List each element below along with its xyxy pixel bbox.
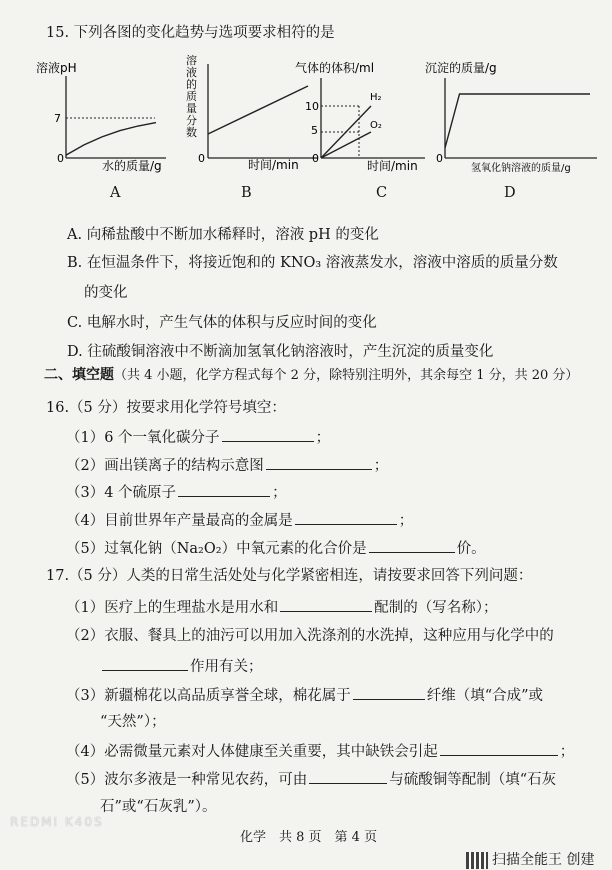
q15-option-c: C. 电解水时，产生气体的体积与反应时间的变化 bbox=[67, 315, 377, 331]
q16-item-4-post: ； bbox=[398, 513, 414, 529]
q16-item-1-post: ； bbox=[315, 430, 331, 446]
q17-item-5-text: （5）波尔多液是一种常见农药，可由 bbox=[66, 772, 308, 788]
q16-item-2-text: （2）画出镁离子的结构示意图 bbox=[66, 458, 264, 474]
q17-item-4 bbox=[66, 741, 574, 762]
q17-blank-4[interactable] bbox=[440, 741, 558, 756]
chart-a-curve bbox=[66, 123, 156, 156]
q17-item-2-post: 作用有关； bbox=[190, 659, 263, 675]
chart-c-ytick-10: 10 bbox=[305, 100, 319, 113]
q17-blank-5[interactable] bbox=[309, 769, 387, 784]
q17-item-1 bbox=[66, 597, 497, 618]
chart-d-ytick-0: 0 bbox=[436, 152, 443, 165]
chart-a-xlabel: 水的质量/g bbox=[102, 159, 162, 173]
q16-item-5 bbox=[66, 538, 486, 559]
q15-option-d: D. 往硫酸铜溶液中不断滴加氢氧化钠溶液时，产生沉淀的质量变化 bbox=[67, 344, 494, 360]
q17-item-1-post: 配制的（写名称）； bbox=[374, 600, 498, 616]
q16-blank-2[interactable] bbox=[266, 455, 372, 470]
q16-blank-4[interactable] bbox=[295, 510, 397, 525]
q16-item-4-text: （4）目前世界年产量最高的金属是 bbox=[66, 513, 293, 529]
q17-item-3-cont: “天然”）； bbox=[100, 714, 166, 730]
scanner-label: 扫描全能王 创建 bbox=[492, 852, 595, 868]
chart-b-ylabel: 溶液的质量分数 bbox=[186, 54, 197, 139]
device-watermark: REDMI K40S bbox=[10, 815, 104, 829]
q16-item-5-text: （5）过氧化钠（Na₂O₂）中氧元素的化合价是 bbox=[66, 541, 367, 557]
q16-item-5-post: 价。 bbox=[456, 541, 486, 557]
q16-blank-1[interactable] bbox=[222, 427, 314, 442]
q17-item-3-post: 纤维（填“合成”或 bbox=[426, 688, 544, 704]
q17-item-3 bbox=[66, 685, 543, 706]
q16-item-2-post: ； bbox=[373, 458, 389, 474]
chart-d-ylabel: 沉淀的质量/g bbox=[425, 61, 497, 75]
q17-item-5-cont: 石”或“石灰乳”）。 bbox=[100, 799, 217, 815]
q16-item-3-post: ； bbox=[272, 485, 287, 501]
chart-c-legend-h2: H₂ bbox=[370, 92, 382, 103]
q17-blank-2[interactable] bbox=[102, 656, 188, 671]
q17-item-4-text: （4）必需微量元素对人体健康至关重要，其中缺铁会引起 bbox=[66, 744, 438, 760]
chart-c-ylabel: 气体的体积/ml bbox=[295, 61, 375, 75]
q17-item-1-text: （1）医疗上的生理盐水是用水和 bbox=[66, 600, 279, 616]
chart-d-xlabel: 氢氧化钠溶液的质量/g bbox=[471, 163, 571, 174]
chart-c-ytick-0: 0 bbox=[312, 152, 319, 165]
q16-stem: 16.（5 分）按要求用化学符号填空： bbox=[46, 400, 286, 416]
q17-item-4-post: ； bbox=[559, 744, 575, 760]
chart-b-line bbox=[208, 86, 308, 134]
q17-stem: 17.（5 分）人类的日常生活处处与化学紧密相连，请按要求回答下列问题： bbox=[46, 568, 533, 584]
chart-d bbox=[425, 58, 610, 178]
q16-item-1-text: （1）6 个一氧化碳分子 bbox=[66, 430, 220, 446]
chart-c-line-o2 bbox=[321, 132, 371, 158]
section2-note: （共 4 小题，化学方程式每个 2 分，除特别注明外，其余每空 1 分，共 20 分） bbox=[114, 368, 579, 383]
chart-a bbox=[30, 58, 170, 173]
q16-item-4 bbox=[66, 510, 413, 531]
chart-c-legend-o2: O₂ bbox=[370, 120, 382, 131]
qr-code-icon bbox=[466, 852, 488, 869]
q16-blank-5[interactable] bbox=[369, 538, 455, 553]
q16-item-3 bbox=[66, 482, 287, 503]
q15-option-b-cont: 的变化 bbox=[84, 285, 128, 301]
chart-a-ylabel: 溶液pH bbox=[36, 61, 77, 75]
chart-b-xlabel: 时间/min bbox=[248, 158, 299, 172]
q17-blank-1[interactable] bbox=[280, 597, 372, 612]
chart-c bbox=[295, 58, 445, 173]
chart-c-xlabel: 时间/min bbox=[367, 159, 418, 173]
q16-item-2 bbox=[66, 455, 388, 476]
chart-letter-c: C bbox=[376, 185, 388, 201]
page-footer: 化学 共 8 页 第 4 页 bbox=[240, 830, 378, 845]
chart-letter-a: A bbox=[110, 185, 121, 201]
chart-d-line bbox=[445, 94, 590, 148]
chart-c-ytick-5: 5 bbox=[311, 124, 318, 137]
q16-item-1 bbox=[66, 427, 330, 448]
chart-c-line-h2 bbox=[321, 106, 371, 158]
section2-title: 二、填空题 bbox=[44, 367, 114, 383]
chart-letter-d: D bbox=[504, 185, 516, 201]
q17-blank-3[interactable] bbox=[353, 685, 425, 700]
q16-item-3-text: （3）4 个硫原子 bbox=[66, 485, 177, 501]
section2-header bbox=[44, 365, 578, 386]
q17-item-5-post: 与硫酸铜等配制（填“石灰 bbox=[389, 772, 557, 788]
q17-item-3-text: （3）新疆棉花以高品质享誉全球，棉花属于 bbox=[66, 688, 351, 704]
chart-letter-b: B bbox=[241, 185, 252, 201]
q15-option-b: B. 在恒温条件下，将接近饱和的 KNO₃ 溶液蒸发水，溶液中溶质的质量分数 bbox=[67, 255, 558, 271]
q15-stem: 15. 下列各图的变化趋势与选项要求相符的是 bbox=[46, 25, 335, 41]
q17-item-2-line2 bbox=[100, 656, 263, 677]
chart-b-ytick-0: 0 bbox=[198, 152, 205, 165]
q17-item-5 bbox=[66, 769, 556, 790]
q16-blank-3[interactable] bbox=[178, 482, 270, 497]
q15-option-a: A. 向稀盐酸中不断加水稀释时，溶液 pH 的变化 bbox=[67, 227, 379, 243]
q17-item-2-line1: （2）衣服、餐具上的油污可以用加入洗涤剂的水洗掉，这种应用与化学中的 bbox=[66, 628, 554, 644]
chart-a-ytick-0: 0 bbox=[57, 152, 64, 165]
chart-a-ytick-7: 7 bbox=[54, 112, 61, 125]
